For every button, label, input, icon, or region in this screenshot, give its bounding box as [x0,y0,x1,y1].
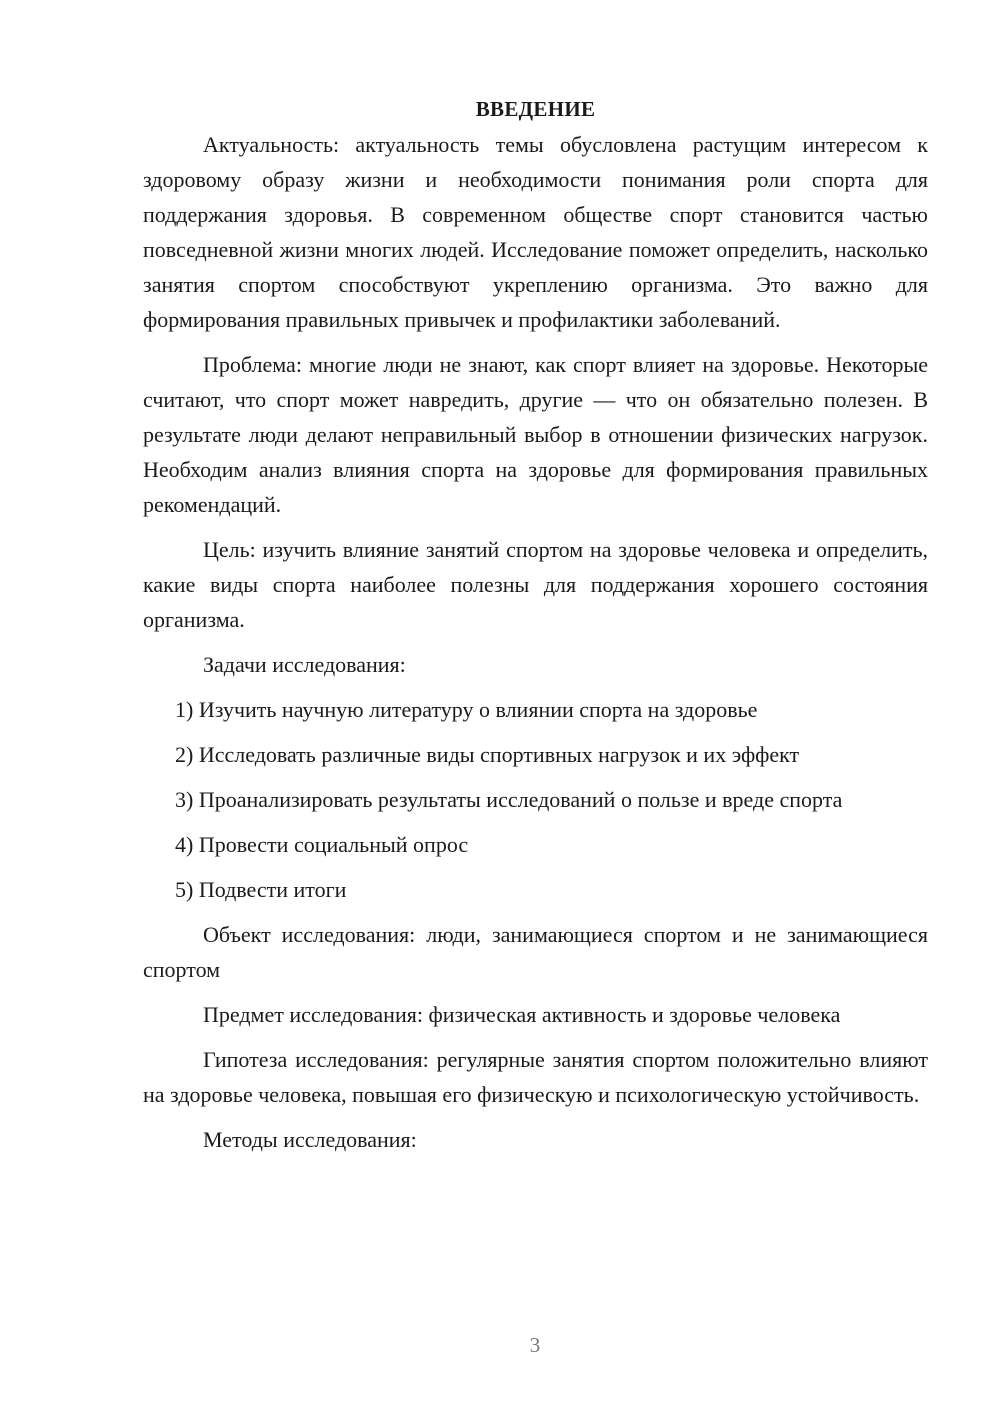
problem-paragraph: Проблема: многие люди не знают, как спорт влияет на здоровье. Некоторые считают, что спорт может навредить, другие — что он обязательно полезен. В результате люди делают неправильный выбор в отношении физических нагрузок. Необходим анализ влияния спорта на здоровье для формирования правильных рекомендаций. [143,352,928,517]
task-item: 1) Изучить научную литературу о влиянии спорта на здоровье [175,697,758,722]
page-content [143,92,928,1167]
tasks-heading: Задачи исследования: [203,652,406,677]
hypothesis-paragraph: Гипотеза исследования: регулярные занятия спортом положительно влияют на здоровье человека, повышая его физическую и психологическую устойчивость. [143,1047,928,1107]
subject-paragraph: Предмет исследования: физическая активность и здоровье человека [203,1002,841,1027]
object-paragraph: Объект исследования: люди, занимающиеся спортом и не занимающиеся спортом [143,922,928,982]
task-item: 3) Проанализировать результаты исследований о пользе и вреде спорта [175,787,843,812]
task-item: 5) Подвести итоги [175,877,347,902]
task-item: 2) Исследовать различные виды спортивных нагрузок и их эффект [175,742,800,767]
page-number: 3 [529,1333,541,1357]
task-item: 4) Провести социальный опрос [175,832,469,857]
relevance-paragraph: Актуальность: актуальность темы обусловлена растущим интересом к здоровому образу жизни и необходимости понимания роли спорта для поддержания здоровья. В современном обществе спорт становится частью повседневной жизни многих людей. Исследование поможет определить, насколько занятия спортом способствуют укреплению организма. Это важно для формирования правильных привычек и профилактики заболеваний. [143,132,928,332]
methods-heading: Методы исследования: [203,1127,417,1152]
section-title: ВВЕДЕНИЕ [475,97,596,121]
goal-paragraph: Цель: изучить влияние занятий спортом на здоровье человека и определить, какие виды спорта наиболее полезны для поддержания хорошего состояния организма. [143,537,928,632]
